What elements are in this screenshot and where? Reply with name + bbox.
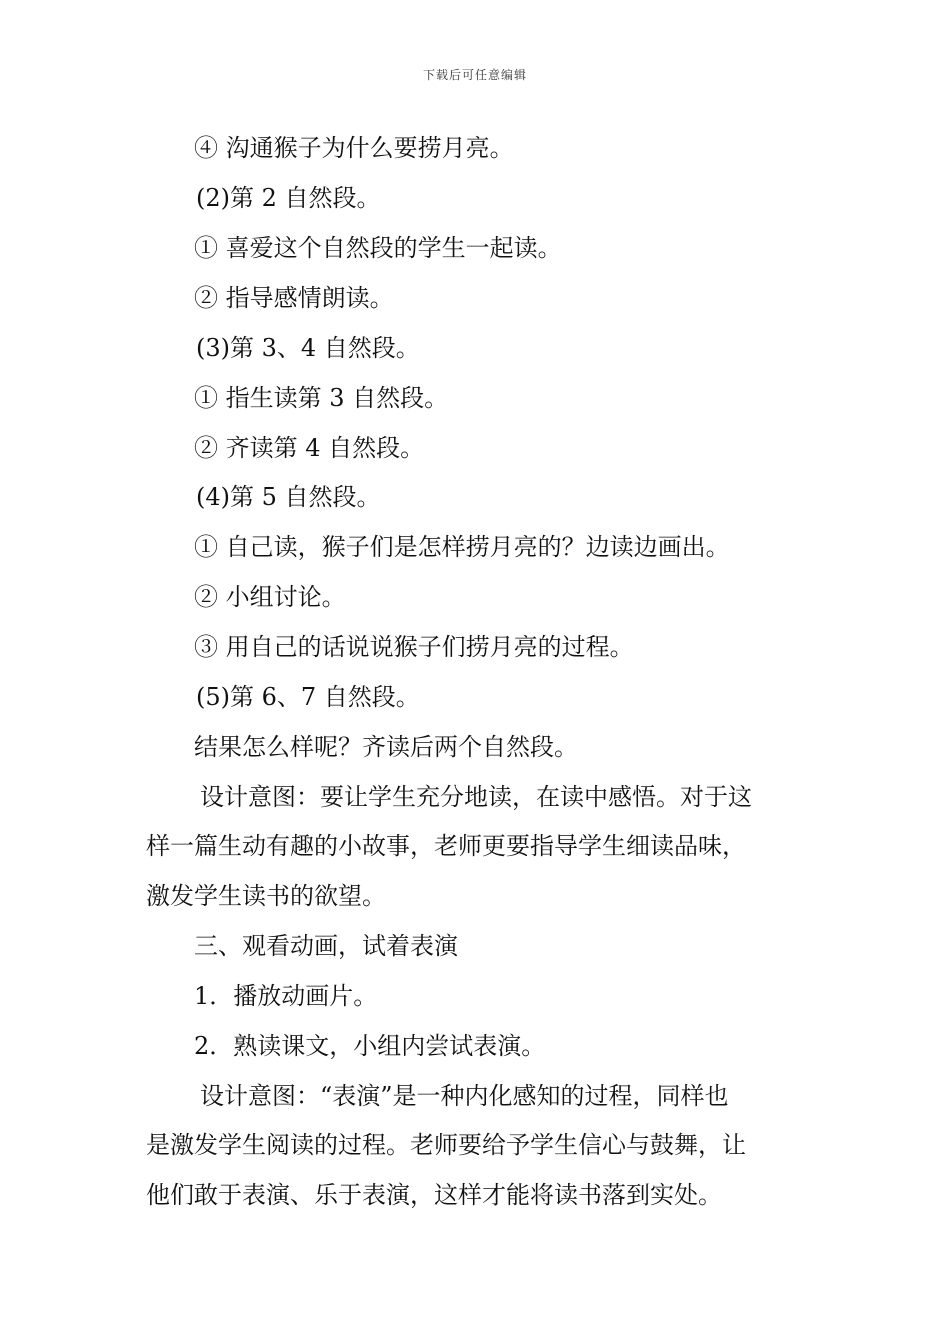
text-line: ③ 用自己的话说说猴子们捞月亮的过程。 — [194, 633, 634, 661]
text-line: 1．播放动画片。 — [194, 982, 378, 1010]
section-heading: 三、观看动画，试着表演 — [194, 932, 458, 960]
text-line: (3)第 3、4 自然段。 — [196, 334, 420, 362]
text-line: 结果怎么样呢？齐读后两个自然段。 — [194, 733, 578, 761]
text-line: 是激发学生阅读的过程。老师要给予学生信心与鼓舞，让 — [146, 1131, 746, 1159]
text-line: (2)第 2 自然段。 — [196, 184, 381, 212]
text-line: (4)第 5 自然段。 — [196, 483, 381, 511]
text-line: ① 喜爱这个自然段的学生一起读。 — [194, 234, 562, 262]
text-line: 激发学生读书的欲望。 — [146, 882, 386, 910]
text-line: 他们敢于表演、乐于表演，这样才能将读书落到实处。 — [146, 1181, 722, 1209]
text-line: ② 指导感情朗读。 — [194, 284, 394, 312]
text-line: (5)第 6、7 自然段。 — [196, 683, 420, 711]
design-intent-line: 设计意图：要让学生充分地读，在读中感悟。对于这 — [200, 783, 752, 811]
text-line: ① 自己读，猴子们是怎样捞月亮的？边读边画出。 — [194, 533, 730, 561]
text-line: ② 齐读第 4 自然段。 — [194, 434, 425, 462]
text-line: ① 指生读第 3 自然段。 — [194, 384, 449, 412]
text-line: ② 小组讨论。 — [194, 583, 346, 611]
text-line: ④ 沟通猴子为什么要捞月亮。 — [194, 134, 514, 162]
page-header: 下载后可任意编辑 — [422, 68, 527, 82]
design-intent-line: 设计意图：“表演”是一种内化感知的过程，同样也 — [200, 1082, 729, 1110]
text-line: 2．熟读课文，小组内尝试表演。 — [194, 1032, 546, 1060]
text-line: 样一篇生动有趣的小故事，老师更要指导学生细读品味， — [146, 832, 746, 860]
